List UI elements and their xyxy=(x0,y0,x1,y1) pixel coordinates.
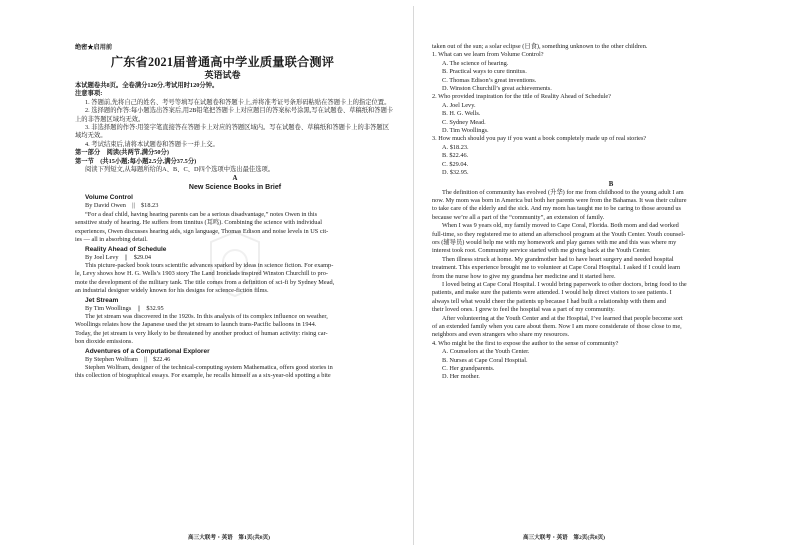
page-divider xyxy=(413,6,414,545)
passage-text-line: I loved being at Cape Coral Hospital. I would bring paperwork to other doctors, bring food to the xyxy=(442,280,687,288)
passage-letter-b: B xyxy=(608,180,614,188)
passage-text-line: now. My mom was born in America but both her parents were from the Bahamas. It was their culture xyxy=(432,196,687,204)
question-option: C. Her grandparents. xyxy=(442,365,495,373)
question-option: A. Counselors at the Youth Center. xyxy=(442,348,530,356)
note-item: 2. 选择题的作答:每小题选出答案后,用2B铅笔把答题卡上对应题目的答案标号涂黑,写在试题卷、草稿纸和答题卡上的非答题区域均无效。 xyxy=(75,107,394,123)
book-text-line: bon dioxide emissions. xyxy=(75,338,133,346)
passage-text-line: to take care of the elderly and the sick. And my mom has taught me to be caring to those around us xyxy=(432,205,682,213)
book-text-line: mote the development of the military tank. The title comes from a definition of sci-fi by Sydney Mead, xyxy=(75,278,335,286)
book-text-line: Woollings relates how the Japanese used the jet stream to launch trans-Pacific balloons in 1944. xyxy=(75,321,317,329)
question-option: B. Practical ways to cure tinnitus. xyxy=(442,68,527,76)
book-text-line: Today, the jet stream is very likely to be threatened by another product of human activity: rising car- xyxy=(75,329,328,337)
question-option: D. $32.95. xyxy=(442,169,469,177)
question-option: D. Winston Churchill’s great achievements. xyxy=(442,85,552,93)
note-item: 4. 考试结束后,请将本试题卷和答题卡一并上交。 xyxy=(85,140,219,148)
book-byline: By Tim Woollings || $32.95 xyxy=(85,304,164,312)
book-title: Adventures of a Computational Explorer xyxy=(85,347,210,355)
question-option: A. The science of hearing. xyxy=(442,59,509,67)
passage-text-line: their loved ones. I grew to feel the hospital was a part of my community. xyxy=(432,306,615,314)
part-heading: 第一部分 阅读(共两节,满分50分) xyxy=(75,149,169,157)
passage-text-line: of an extended family when you care about them. Now I am more considerate of those close to me, xyxy=(432,323,682,330)
book-text-line: This picture-packed book tours scientific advances sparked by ideas in science fiction. For examp- xyxy=(85,261,334,269)
passage-text-line: Then illness struck at home. My grandmother had to have heart surgery and needed hospital xyxy=(442,255,674,263)
passage-b xyxy=(432,189,790,340)
exam-title: 广东省2021届普通高中学业质量联合测评 xyxy=(110,55,335,69)
book-text-line: experiences, Owen discusses hearing aids, sign language, Thomas Edison and noise levels in US cit- xyxy=(75,227,329,235)
secret-mark: 绝密★启用前 xyxy=(75,44,113,51)
note-item: 1. 答题前,先将自己的姓名、考号等填写在试题卷和答题卡上,并将准考证号条形码粘贴在答题卡上的指定位置。 xyxy=(85,98,391,106)
passage-title: New Science Books in Brief xyxy=(188,184,282,192)
question-option: B. Nurses at Cape Coral Hospital. xyxy=(442,356,528,364)
question-option: D. Tim Woollings. xyxy=(442,127,489,135)
notes-heading: 注意事项: xyxy=(75,90,103,98)
book-byline: By David Owen || $18.23 xyxy=(85,202,159,210)
passage-text-line: because we’re all a part of the “community”, an extension of family. xyxy=(432,213,605,221)
question-option: C. Thomas Edison’s great inventions. xyxy=(442,76,537,84)
book-text-line: sensitive study of hearing. He suffers from tinnitus (耳鸣). Combining the science with individual xyxy=(75,219,322,227)
question-stem: 4. Who might be the first to expose the author to the sense of community? xyxy=(432,339,619,347)
question-option: C. Sydney Mead. xyxy=(442,118,486,126)
book-text-line: “For a deaf child, having hearing parents can be a serious disadvantage,” notes Owen in this xyxy=(85,210,318,218)
passage-text-line: When I was 9 years old, my family moved to Cape Coral, Florida. Both mom and dad worked xyxy=(442,222,679,230)
passage-text-line: patients, and make sure the patients were attended. I would help direct visitors to see patients. I xyxy=(432,289,672,297)
question-stem: 1. What can we learn from Volume Control? xyxy=(432,51,544,59)
book-text-line: The jet stream was discovered in the 1920s. In this analysis of its complex influence on weather, xyxy=(85,312,328,320)
book-byline: By Stephen Wolfram || $22.46 xyxy=(85,355,171,363)
question-option: A. $18.23. xyxy=(442,143,469,151)
book-title: Jet Stream xyxy=(85,296,119,304)
book-title: Volume Control xyxy=(85,194,133,202)
book-title: Reality Ahead of Schedule xyxy=(85,245,167,253)
question-stem: 2. Who provided inspiration for the title of Reality Ahead of Schedule? xyxy=(432,93,611,101)
passage-letter-a: A xyxy=(232,175,238,183)
book-text-line: an industrial designer widely known for his designs for science-fiction films. xyxy=(75,287,269,295)
page-footer-left: 高三大联考・英语 第1页(共8页) xyxy=(188,535,271,541)
question-option: D. Her mother. xyxy=(442,373,480,381)
passage-continuation: taken out of the sun; a solar eclipse (日食), something unknown to the other children. xyxy=(432,43,648,50)
passage-text-line: treatment. This experience brought me to volunteer at Cape Coral Hospital. I asked if I could learn xyxy=(432,264,681,272)
passage-text-line: The definition of community has evolved (升华) for me from childhood to the young adult I am xyxy=(442,188,684,196)
passage-text-line: neighbors and even strangers who share my resources. xyxy=(432,331,570,339)
section-heading: 第一节 (共15小题;每小题2.5分,满分37.5分) xyxy=(75,157,197,165)
question-option: C. $29.04. xyxy=(442,160,469,168)
question-stem: 3. How much should you pay if you want a book completely made up of real stories? xyxy=(432,135,647,143)
passage-text-line: interest took root. Community service started with me giving back at the Youth Center. xyxy=(432,247,651,255)
exam-subject: 英语试卷 xyxy=(204,70,241,80)
right-body xyxy=(432,43,790,382)
note-item: 3. 非选择题的作答:用签字笔直接答在答题卡上对应的答题区域内。写在试题卷、草稿纸和答题卡上的非答题区域均无效。 xyxy=(75,124,389,140)
book-text-line: ies — all in absorbing detail. xyxy=(75,236,148,244)
question-option: B. $22.46. xyxy=(442,152,469,160)
passage-text-line: always tell what would cheer the patients up because I had built a relationship with them and xyxy=(432,297,666,305)
book-text-line: this collection of biographical essays. For example, he recalls himself as a six-year-old spotting a bite xyxy=(75,372,331,380)
exam-intro: 本试题卷共8页。全卷满分120分,考试用时120分钟。 xyxy=(75,82,219,89)
passage-text-line: ors (辅导员) would help me with my homework and play games with me and this was where my xyxy=(432,238,677,246)
question-option: A. Joel Levy. xyxy=(442,101,476,109)
section-instructions: 阅读下列短文,从每题所给的A、B、C、D四个选项中选出最佳选项。 xyxy=(85,166,275,174)
left-body xyxy=(75,82,395,381)
book-text-line: Stephen Wolfram, designer of the technical-computing system Mathematica, offers good stories in xyxy=(85,363,333,371)
question-option: B. H. G. Wells. xyxy=(442,110,481,118)
passage-text-line: full-time, so they registered me to attend an afterschool program at the Youth Center. Youth counsel- xyxy=(432,230,686,238)
book-byline: By Joel Levy || $29.04 xyxy=(85,253,152,261)
passage-text-line: After volunteering at the Youth Center and at the Hospital, I’ve learned that people become sort xyxy=(442,314,683,322)
page-right xyxy=(418,0,794,551)
page-footer-right: 高三大联考・英语 第2页(共8页) xyxy=(523,535,606,541)
book-text-line: le, Levy shows how H. G. Wells’s 1903 story The Land Ironclads inspired Winston Churchill to pro- xyxy=(75,270,329,278)
passage-text-line: from the nurse how to give my grandma her medicine and it started here. xyxy=(432,272,616,280)
